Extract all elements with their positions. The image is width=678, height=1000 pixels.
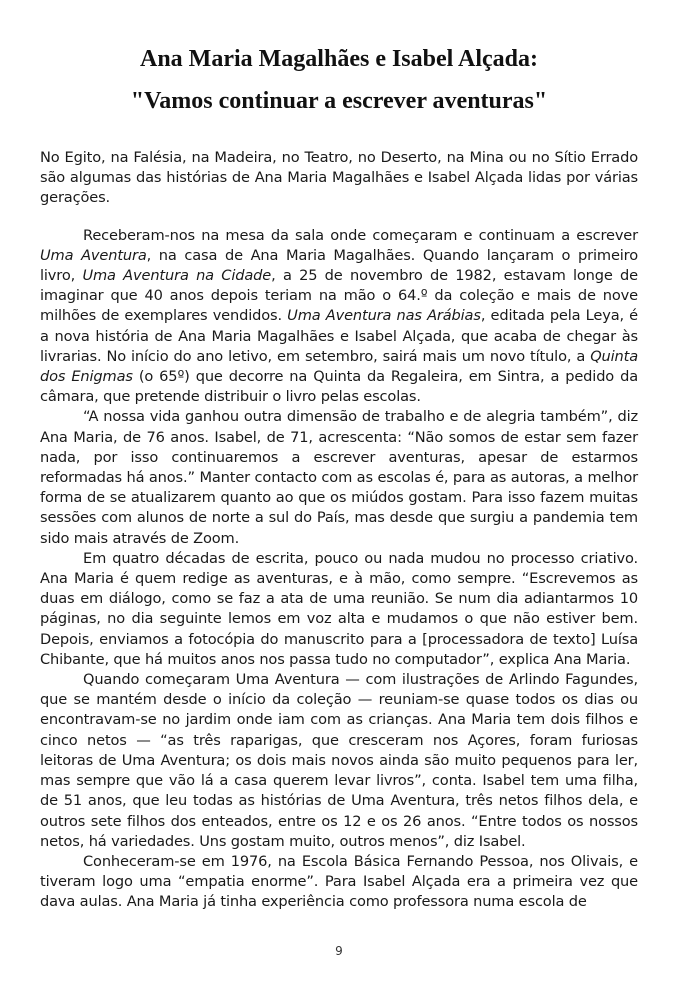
paragraph-5: Conheceram-se em 1976, na Escola Básica Fernando Pessoa, nos Olivais, e tiveram logo uma “empatia enorme”. Para Isabel Alçada era a primeira vez que dava aulas. Ana Maria já tinha experiência como professora numa escola de bbox=[40, 852, 638, 911]
article-title-line-1: Ana Maria Magalhães e Isabel Alçada: bbox=[140, 46, 538, 72]
book-title: Quinta dos Enigmas bbox=[40, 347, 638, 386]
text-run: , a 25 de novembro de 1982, estavam longe de imaginar que 40 anos depois teriam na mão o 64.º da coleção e mais de nove milhões de exemplares vendidos. bbox=[40, 267, 638, 325]
text-run: , editada pela Leya, é a nova história de Ana Maria Magalhães e Isabel Alçada, que acaba de chegar às livrarias. No início do ano letivo, em setembro, sairá mais um novo título, a bbox=[40, 307, 639, 365]
text-run: (o 65º) que decorre na Quinta da Regaleira, em Sintra, a pedido da câmara, que pretende distribuir o livro pelas escolas. bbox=[40, 368, 638, 406]
book-title: Uma Aventura na Cidade bbox=[82, 267, 272, 285]
book-title: Uma Aventura bbox=[40, 246, 147, 264]
paragraph-3: Em quatro décadas de escrita, pouco ou nada mudou no processo criativo. Ana Maria é quem redige as aventuras, e à mão, como sempre. “Escrevemos as duas em diálogo, como se faz a ata de uma reunião. Se num dia adiantarmos 10 páginas, no dia seguinte lemos em voz alta e mudamos o que não estiver bem. Depois, enviamos a fotocópia do manuscrito para a [processadora de texto] Luísa Chibante, que há muitos anos nos passa tudo no computador”, explica Ana Maria. bbox=[40, 549, 638, 668]
text-run: Receberam-nos na mesa da sala onde começaram e continuam a escrever bbox=[83, 226, 638, 244]
book-title: Uma Aventura nas Arábias bbox=[287, 307, 481, 325]
page-number: 9 bbox=[335, 944, 343, 958]
paragraph-1 bbox=[40, 226, 638, 408]
intro-paragraph: No Egito, na Falésia, na Madeira, no Teatro, no Deserto, na Mina ou no Sítio Errado são algumas das histórias de Ana Maria Magalhães e Isabel Alçada lidas por várias gerações. bbox=[40, 149, 638, 207]
text-run: , na casa de Ana Maria Magalhães. Quando lançaram o primeiro livro, bbox=[40, 246, 638, 285]
article-title-line-2: "Vamos continuar a escrever aventuras" bbox=[130, 88, 548, 114]
paragraph-2: “A nossa vida ganhou outra dimensão de trabalho e de alegria também”, diz Ana Maria, de 76 anos. Isabel, de 71, acrescenta: “Não somos de estar sem fazer nada, por isso continuaremos a escrever aventuras, apesar de estarmos reformadas há anos.” Manter contacto com as escolas é, para as autoras, a melhor forma de se atualizarem quanto ao que os miúdos gostam. Para isso fazem muitas sessões com alunos de norte a sul do País, mas desde que surgiu a pandemia tem sido mais através de Zoom. bbox=[40, 408, 638, 547]
paragraph-4: Quando começaram Uma Aventura — com ilustrações de Arlindo Fagundes, que se mantém desde o início da coleção — reuniam-se quase todos os dias ou encontravam-se no jardim onde iam com as crianças. Ana Maria tem dois filhos e cinco netos — “as três raparigas, que cresceram nos Açores, foram furiosas leitoras de Uma Aventura; os dois mais novos ainda são muito pequenos para ler, mas sempre que vão lá a casa querem levar livros”, conta. Isabel tem uma filha, de 51 anos, que leu todas as histórias de Uma Aventura, três netos filhos dela, e outros sete filhos dos enteados, entre os 12 e os 26 anos. “Entre todos os nossos netos, há variedades. Uns gostam muito, outros menos”, diz Isabel. bbox=[40, 671, 638, 850]
